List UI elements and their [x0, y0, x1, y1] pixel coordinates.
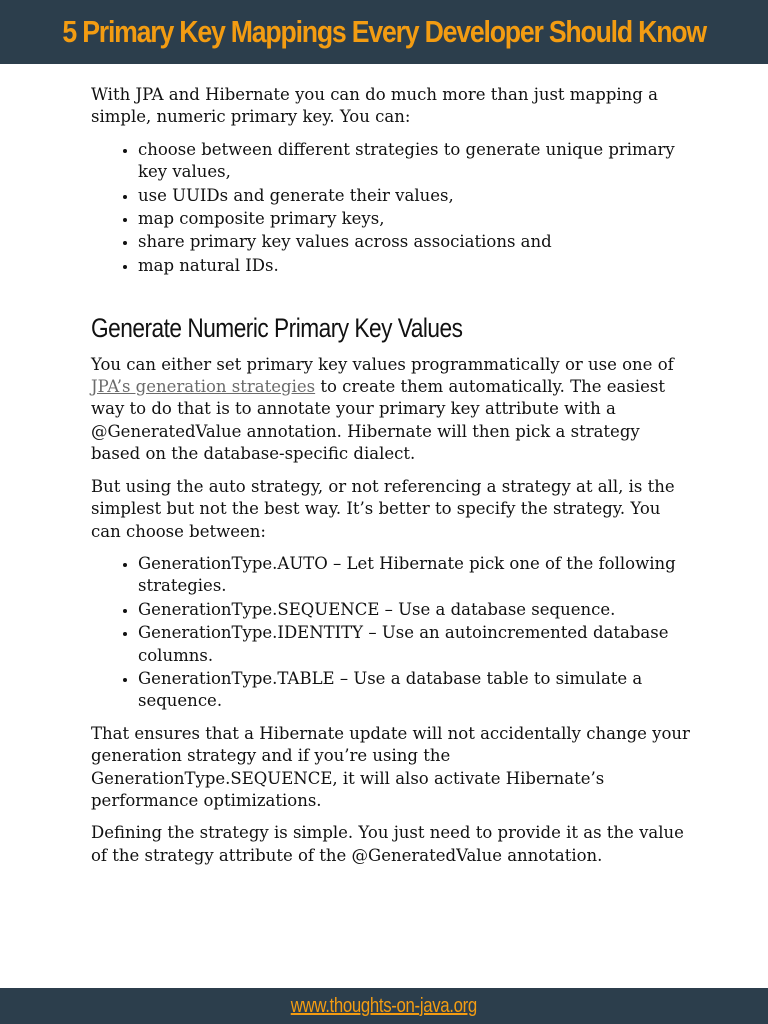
strategy-list	[91, 553, 691, 713]
list-item: • map composite primary keys,	[138, 208, 691, 230]
list-item: • map natural IDs.	[138, 255, 691, 277]
section-paragraph-4: Defining the strategy is simple. You just need to provide it as the value of the strategy attribute of the @GeneratedValue annotation.	[91, 823, 684, 865]
section-paragraph-3: That ensures that a Hibernate update will not accidentally change your generation strategy and if you’re using the GenerationType.SEQUENCE, it will also activate Hibernate’s performance optimizations.	[91, 723, 690, 810]
section-heading: Generate Numeric Primary Key Values	[91, 313, 463, 344]
list-item: • choose between different strategies to generate unique primary key values,	[138, 139, 691, 184]
header-bar	[0, 0, 768, 64]
paragraph-text: You can either set primary key values programmatically or use one of	[91, 354, 674, 374]
list-item: • GenerationType.IDENTITY – Use an autoincremented database columns.	[138, 622, 691, 667]
list-item: • GenerationType.SEQUENCE – Use a database sequence.	[138, 599, 691, 621]
paragraph-text: to create them automatically. The easiest way to do that is to annotate your primary key attribute with a @GeneratedValue annotation. Hibernate will then pick a strategy based on the database-specific dialect.	[91, 377, 665, 464]
page-title: 5 Primary Key Mappings Every Developer Should Know	[62, 14, 706, 49]
list-item: • share primary key values across associations and	[138, 231, 691, 253]
website-link[interactable]: www.thoughts-on-java.org	[290, 994, 478, 1017]
list-item: • use UUIDs and generate their values,	[138, 185, 691, 207]
section-paragraph-2: But using the auto strategy, or not referencing a strategy at all, is the simplest but not the best way. It’s better to specify the strategy. You can choose between:	[91, 476, 675, 541]
section-paragraph-1	[91, 354, 691, 466]
footer-bar	[0, 988, 768, 1024]
intro-list	[91, 139, 691, 277]
generation-strategies-link[interactable]: JPA’s generation strategies	[91, 377, 316, 397]
article-body	[91, 84, 691, 877]
list-item: • GenerationType.AUTO – Let Hibernate pick one of the following strategies.	[138, 553, 691, 598]
list-item: • GenerationType.TABLE – Use a database table to simulate a sequence.	[138, 668, 691, 713]
intro-paragraph: With JPA and Hibernate you can do much more than just mapping a simple, numeric primary key. You can:	[91, 85, 658, 127]
